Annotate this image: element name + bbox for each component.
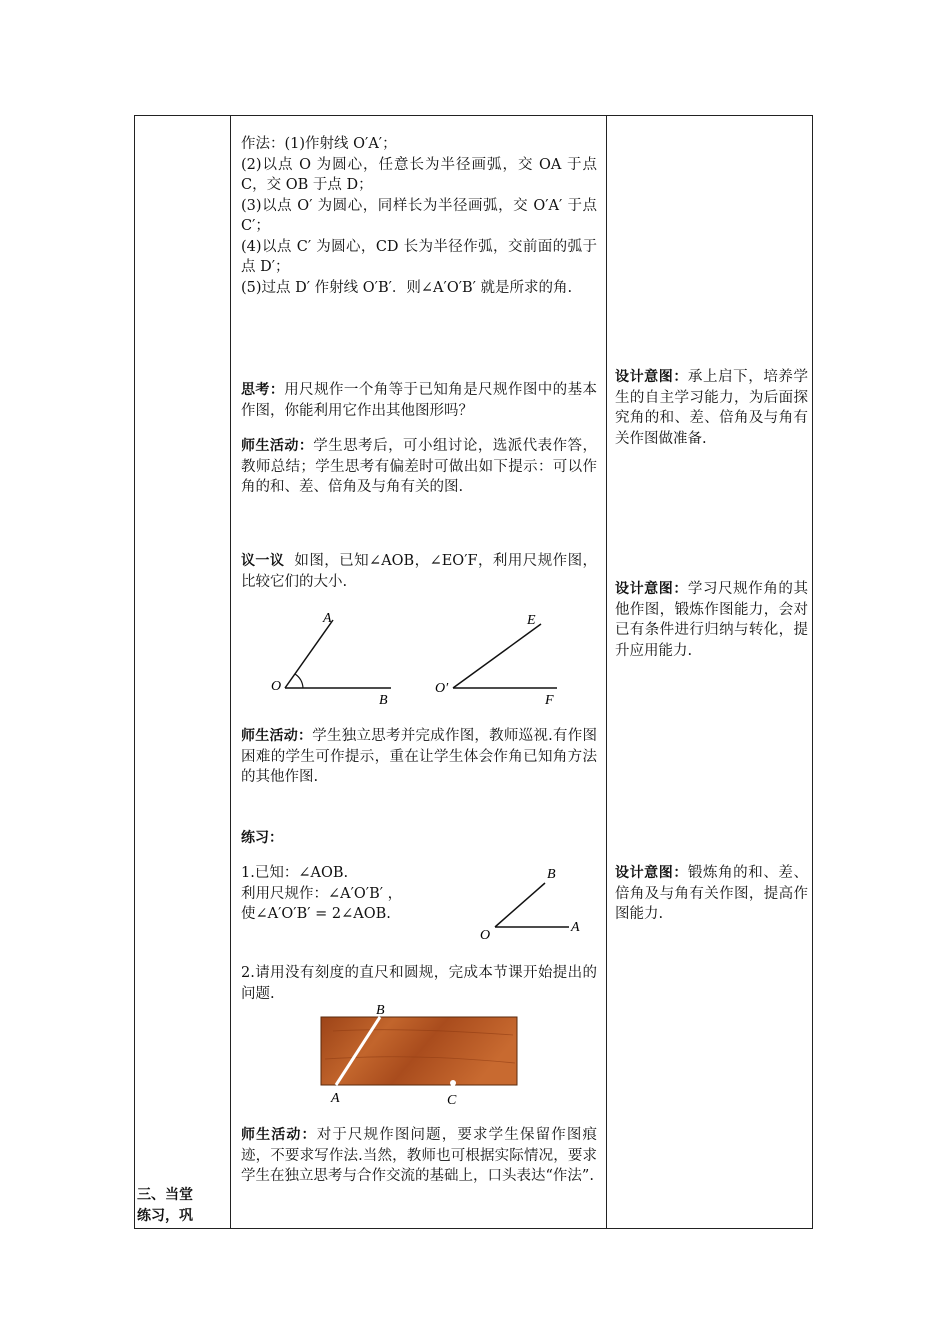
fig3-label-a: A bbox=[331, 1091, 340, 1106]
column-divider-2 bbox=[606, 116, 607, 1228]
section-line-1: 三、当堂 bbox=[137, 1187, 193, 1203]
method-step-5: (5)过点 D′ 作射线 O′B′．则∠A′O′B′ 就是所求的角. bbox=[241, 279, 573, 296]
intent-label-1: 设计意图： bbox=[615, 369, 688, 385]
ray-oa bbox=[285, 620, 333, 688]
practice-q1-line1: 1.已知：∠AOB. bbox=[241, 865, 349, 881]
intent-text-3: 锻炼角的和、差、倍角及与角有关作图，提高作图能力. bbox=[615, 865, 809, 922]
activity-text-1: 学生思考后，可小组讨论，选派代表作答，教师总结；学生思考有偏差时可做出如下提示：可以作角的和、差、倍角及与角有关的图. bbox=[241, 438, 598, 495]
method-step-2: (2)以点 O 为圆心，任意长为半径画弧，交 OA 于点 C，交 OB 于点 D； bbox=[241, 156, 597, 193]
practice-heading bbox=[241, 828, 597, 849]
activity-text-3: 对于尺规作图问题，要求学生保留作图痕迹，不要求写作法.当然，教师也可根据实际情况，要求学生在独立思考与合作交流的基础上，口头表达“作法”. bbox=[241, 1127, 598, 1184]
practice-question-1 bbox=[241, 863, 461, 925]
think-text: 用尺规作一个角等于已知角是尺规作图中的基本作图，你能利用它作出其他图形吗？ bbox=[241, 382, 598, 419]
practice-label: 练习： bbox=[241, 830, 283, 846]
label-o-prime: O′ bbox=[435, 681, 449, 696]
label-f: F bbox=[545, 693, 554, 708]
intent-label-3: 设计意图： bbox=[615, 865, 688, 881]
think-label: 思考： bbox=[241, 382, 285, 398]
method-step-3: (3)以点 O′ 为圆心，同样长为半径画弧，交 O′A′ 于点 C′； bbox=[241, 197, 597, 234]
wooden-board-figure bbox=[313, 1001, 533, 1109]
construction-method bbox=[241, 134, 597, 298]
method-step-1: 作法：(1)作射线 O′A′； bbox=[241, 136, 397, 152]
label-o: O bbox=[271, 679, 282, 694]
board bbox=[321, 1017, 517, 1085]
fig2-label-o: O bbox=[480, 928, 491, 941]
discuss-label: 议一议 bbox=[241, 553, 285, 569]
column-divider-1 bbox=[230, 116, 231, 1228]
label-a: A bbox=[323, 611, 332, 626]
ray-oe bbox=[453, 624, 541, 688]
activity-block-3 bbox=[241, 1125, 597, 1187]
discuss-text: 如图，已知∠AOB，∠EO′F，利用尺规作图，比较它们的大小. bbox=[241, 553, 598, 590]
practice-q2: 2.请用没有刻度的直尺和圆规，完成本节课开始提出的问题. bbox=[241, 965, 597, 1002]
label-b: B bbox=[379, 693, 388, 708]
activity-label-1: 师生活动： bbox=[241, 438, 314, 454]
practice-q1-line2: 利用尺规作：∠A′O′B′ ， bbox=[241, 885, 403, 902]
intent-text-2: 学习尺规作角的其他作图，锻炼作图能力，会对已有条件进行归纳与转化，提升应用能力. bbox=[615, 581, 809, 659]
lesson-table bbox=[134, 115, 813, 1229]
activity-label-2: 师生活动： bbox=[241, 728, 313, 744]
design-intent-3 bbox=[615, 863, 808, 925]
angle-aob-figure bbox=[475, 861, 595, 941]
section-line-2: 练习，巩 bbox=[137, 1207, 193, 1224]
section-label bbox=[137, 1185, 229, 1226]
activity-block-1 bbox=[241, 436, 597, 498]
angle-comparison-figure bbox=[265, 606, 585, 716]
fig3-label-b: B bbox=[376, 1003, 385, 1018]
label-e: E bbox=[527, 613, 536, 628]
activity-label-3: 师生活动： bbox=[241, 1127, 317, 1143]
design-intent-2 bbox=[615, 579, 808, 661]
angle-arc bbox=[295, 674, 303, 688]
intent-text-1: 承上启下，培养学生的自主学习能力，为后面探究角的和、差、倍角及与角有关作图做准备. bbox=[615, 369, 809, 447]
practice-question-2 bbox=[241, 963, 597, 1004]
think-block bbox=[241, 380, 597, 421]
activity-text-2: 学生独立思考并完成作图，教师巡视.有作图困难的学生可作提示，重在让学生体会作角已知角方法的其他作图. bbox=[241, 728, 598, 785]
fig3-label-c: C bbox=[447, 1093, 457, 1108]
point-c bbox=[450, 1080, 456, 1086]
ray-ob-2 bbox=[495, 883, 545, 927]
method-step-4: (4)以点 C′ 为圆心，CD 长为半径作弧，交前面的弧于点 D′； bbox=[241, 238, 597, 275]
activity-block-2 bbox=[241, 726, 597, 788]
fig2-label-a: A bbox=[571, 920, 580, 935]
intent-label-2: 设计意图： bbox=[615, 581, 688, 597]
fig2-label-b: B bbox=[547, 867, 556, 882]
design-intent-1 bbox=[615, 367, 808, 449]
discuss-block bbox=[241, 551, 597, 592]
practice-q1-line3: 使∠A′O′B′ = 2∠AOB. bbox=[241, 906, 391, 922]
